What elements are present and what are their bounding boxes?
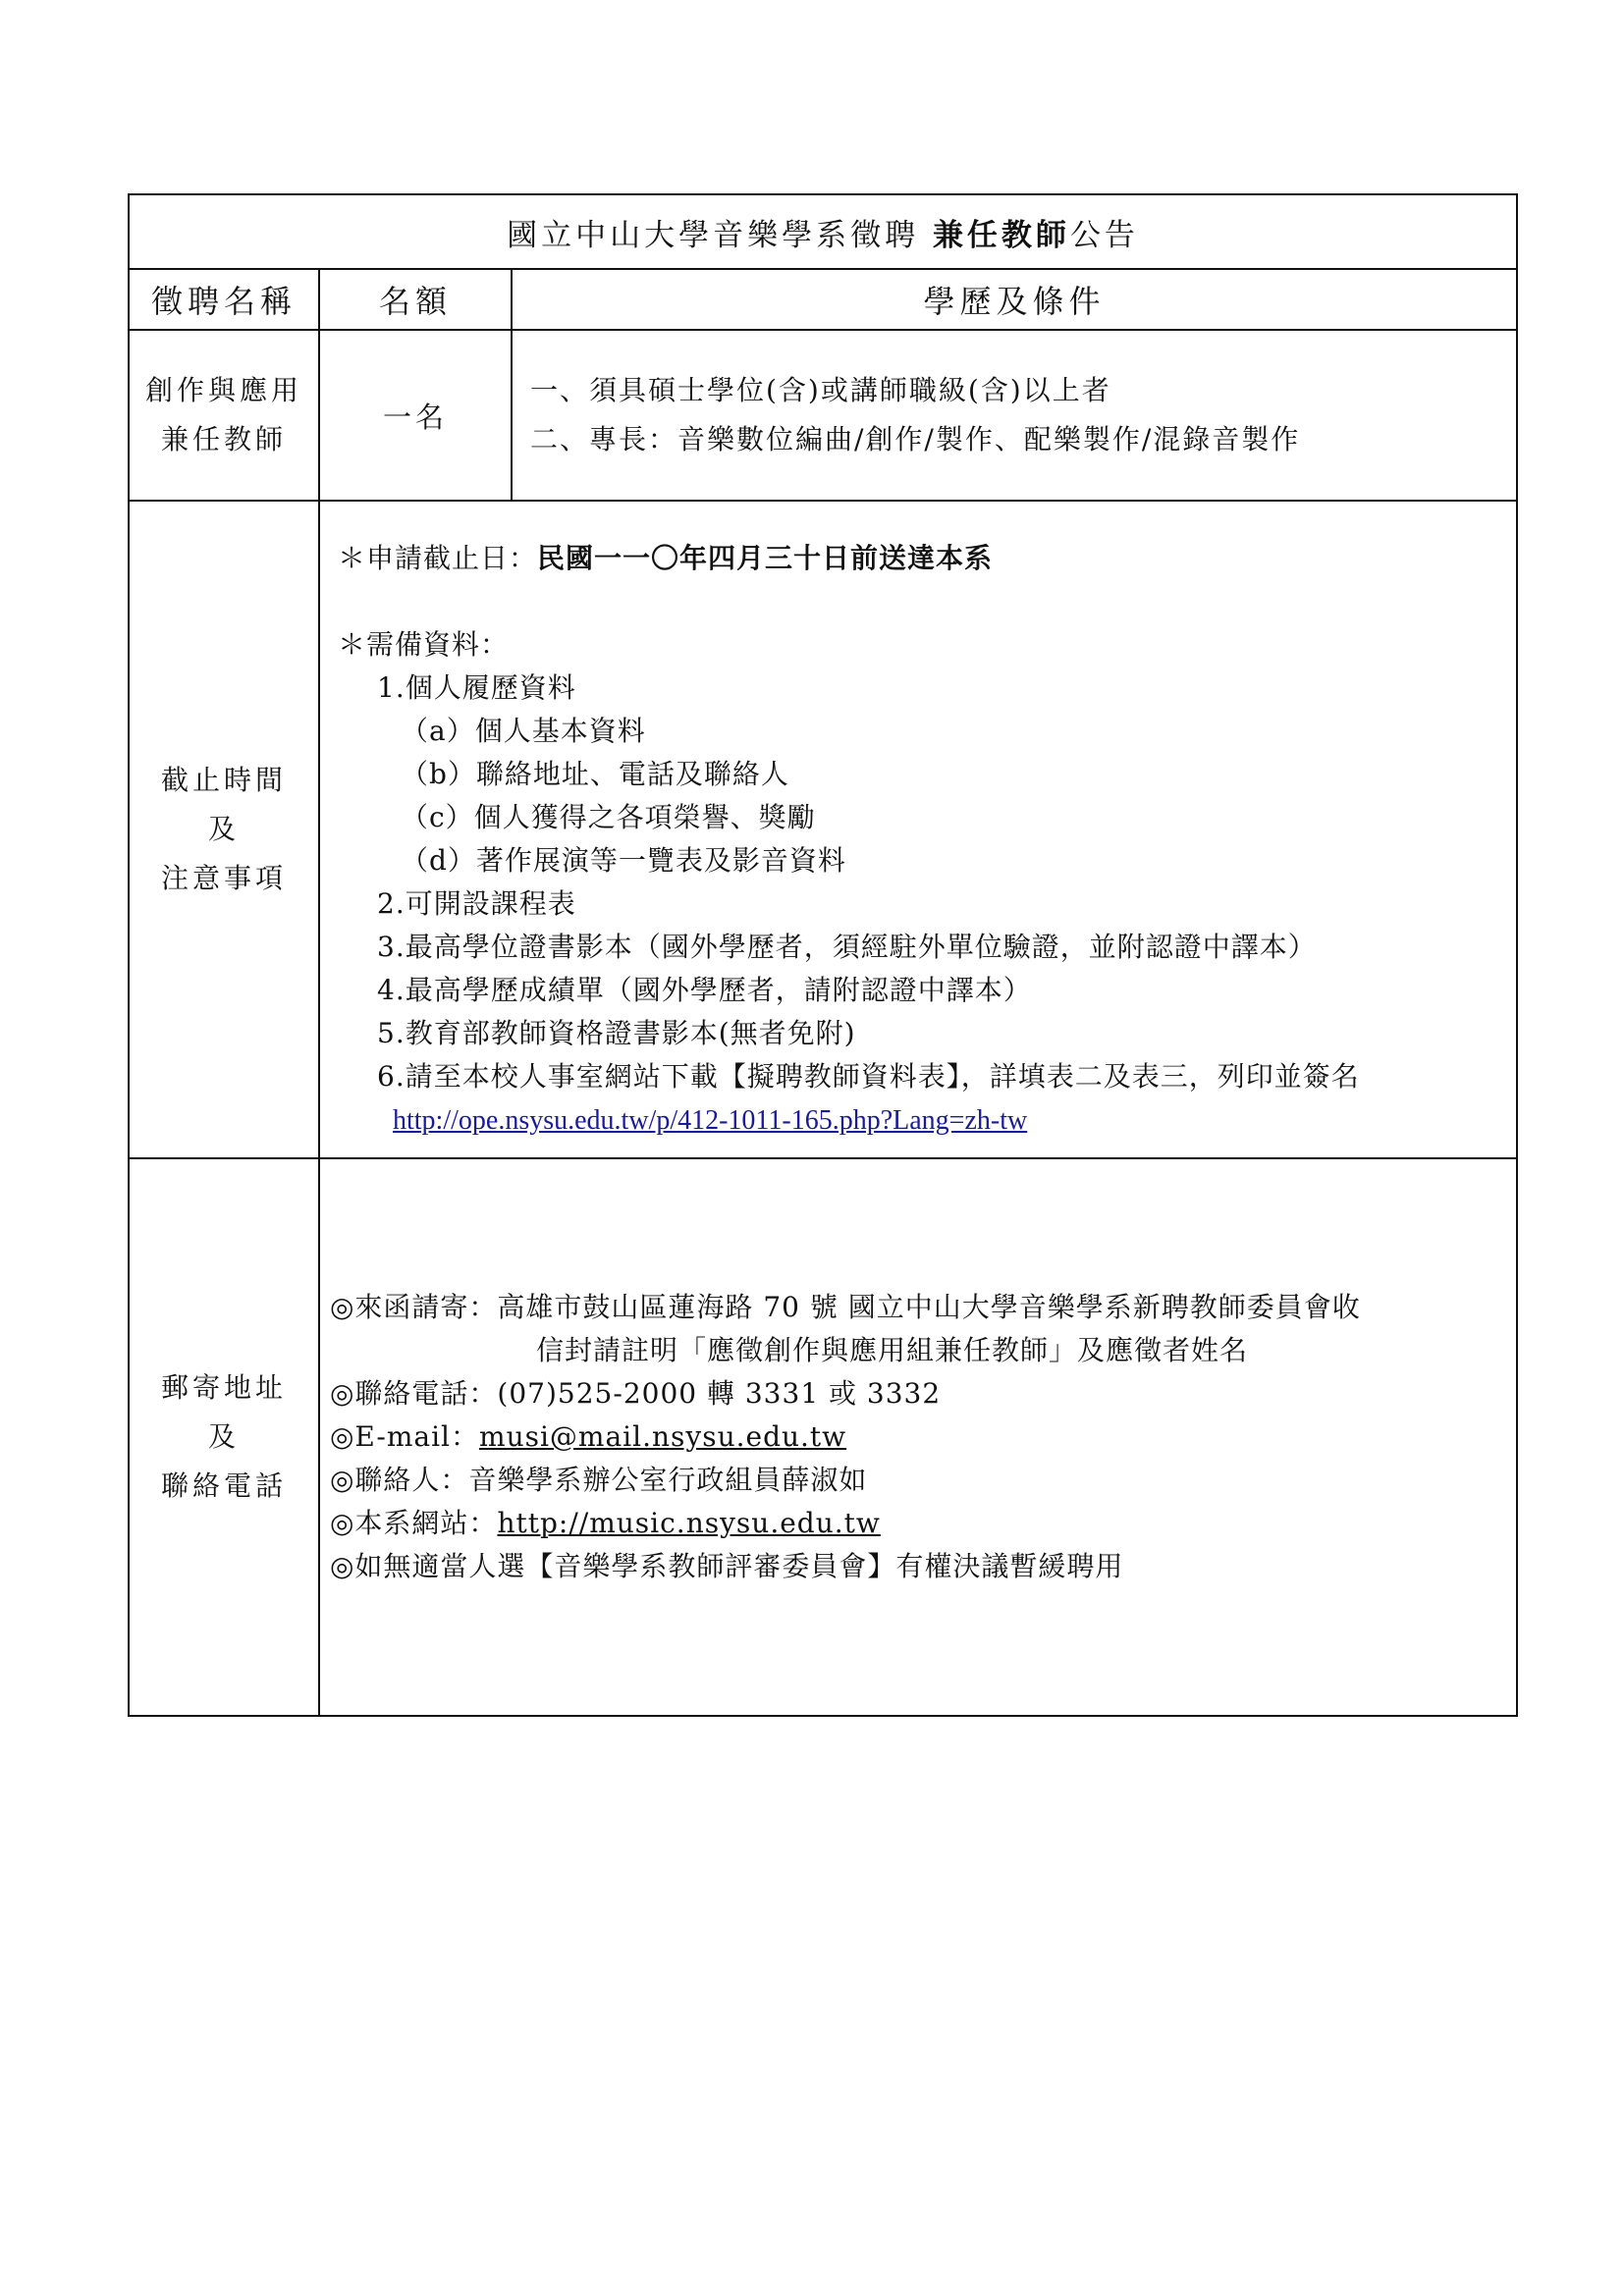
- doc-item-1d: （d）著作展演等一覽表及影音資料: [401, 844, 846, 877]
- doc-item-2: 2.可開設課程表: [377, 887, 576, 920]
- title-prefix: 國立中山大學音樂學系徵聘: [507, 217, 933, 253]
- header-quota: 名額: [319, 269, 512, 330]
- doc-item-1: 1.個人履歷資料: [377, 671, 576, 704]
- position-name-line2: 兼任教師: [160, 423, 287, 455]
- contact-label-line3: 聯絡電話: [160, 1469, 287, 1502]
- header-position: 徵聘名稱: [129, 269, 319, 330]
- requirement-2: 二、專長：音樂數位編曲/創作/製作、配樂製作/混錄音製作: [530, 423, 1301, 455]
- doc-item-1c: （c）個人獲得之各項榮譽、獎勵: [401, 801, 816, 833]
- doc-item-3: 3.最高學位證書影本（國外學歷者，須經駐外單位驗證，並附認證中譯本）: [377, 931, 1317, 963]
- doc-item-1a: （a）個人基本資料: [401, 715, 646, 747]
- deadline-label-line2: 及: [207, 813, 240, 845]
- header-requirements: 學歷及條件: [512, 269, 1517, 330]
- contact-label-line2: 及: [207, 1420, 240, 1453]
- doc-item-1b: （b）聯絡地址、電話及聯絡人: [401, 758, 789, 790]
- website-line: [330, 1502, 1506, 1545]
- personnel-form-link[interactable]: http://ope.nsysu.edu.tw/p/412-1011-165.php?Lang=zh-tw: [393, 1105, 1028, 1136]
- announcement-table: [128, 193, 1518, 1717]
- doc-item-6: 6.請至本校人事室網站下載【擬聘教師資料表】，詳填表二及表三，列印並簽名: [377, 1060, 1360, 1093]
- title-suffix: 公告: [1069, 217, 1139, 253]
- notes-cell: [319, 501, 1517, 1158]
- email-line: [330, 1415, 1506, 1459]
- position-name-cell: [129, 330, 319, 501]
- requirements-cell: [512, 330, 1517, 501]
- announcement-title: [129, 194, 1517, 269]
- requirement-1: 一、須具碩士學位(含)或講師職級(含)以上者: [530, 374, 1111, 406]
- mail-address: ◎來函請寄：高雄市鼓山區蓮海路 70 號 國立中山大學音樂學系新聘教師委員會收: [330, 1291, 1361, 1323]
- contact-cell: [319, 1158, 1517, 1716]
- disclaimer: ◎如無適當人選【音樂學系教師評審委員會】有權決議暫緩聘用: [330, 1550, 1124, 1582]
- position-quota: 一名: [319, 330, 512, 501]
- title-bold: 兼任教師: [932, 217, 1070, 253]
- contact-label-cell: [129, 1158, 319, 1716]
- email-prefix: ◎E-mail：: [330, 1420, 480, 1453]
- email-link[interactable]: musi@mail.nsysu.edu.tw: [479, 1420, 847, 1453]
- envelope-note: 信封請註明「應徵創作與應用組兼任教師」及應徵者姓名: [536, 1334, 1249, 1366]
- contact-person: ◎聯絡人：音樂學系辦公室行政組員薛淑如: [330, 1464, 868, 1496]
- deadline-label-line3: 注意事項: [160, 862, 287, 894]
- deadline-date: 民國一一〇年四月三十日前送達本系: [537, 542, 994, 574]
- deadline-prefix: ＊申請截止日：: [338, 542, 538, 574]
- docs-heading: ＊需備資料：: [338, 628, 510, 661]
- contact-label-line1: 郵寄地址: [160, 1371, 287, 1404]
- phone-line: ◎聯絡電話：(07)525-2000 轉 3331 或 3332: [330, 1377, 942, 1410]
- deadline-label-cell: [129, 501, 319, 1158]
- deadline-label-line1: 截止時間: [160, 764, 287, 796]
- doc-item-5: 5.教育部教師資格證書影本(無者免附): [377, 1017, 856, 1049]
- position-name-line1: 創作與應用: [144, 374, 302, 406]
- deadline-line: [338, 537, 1506, 580]
- spacer: [338, 580, 1506, 623]
- website-link[interactable]: http://music.nsysu.edu.tw: [497, 1507, 881, 1539]
- website-prefix: ◎本系網站：: [330, 1507, 498, 1539]
- doc-item-4: 4.最高學歷成績單（國外學歷者，請附認證中譯本）: [377, 974, 1032, 1006]
